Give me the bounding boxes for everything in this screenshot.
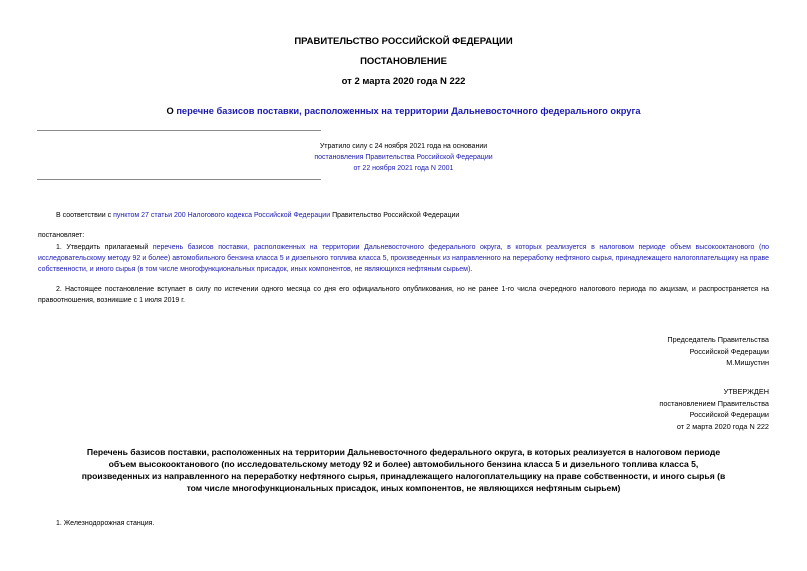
divider-bottom (37, 179, 321, 180)
document-date-number: от 2 марта 2020 года N 222 (341, 76, 466, 87)
paragraph-1 (38, 242, 769, 275)
repeal-note-link-line2[interactable]: постановления Правительства Российской Федерации (314, 154, 493, 161)
signature-line1: Председатель Правительства (667, 335, 769, 344)
title-link[interactable]: перечне базисов поставки, расположенных на территории Дальневосточного федерального округа (176, 106, 641, 116)
intro-prefix: В соответствии с (56, 212, 114, 219)
signature-name: М.Мишустин (726, 358, 769, 367)
list-title: Перечень базисов поставки, расположенных на территории Дальневосточного федерального округа, в которых реализуется в налоговом периоде объем высокооктанового (по исследовательскому методу 92 и более) автомобильного бензина класса 5 и дизельного топлива класса 5, произведенных из направленного на переработку нефтяного сырья, принадлежащего налогоплательщику на праве собственности, и иного сырья (в том числе многофункциональных присадок, иных компонентов, не являющихся нефтяным сырьем) (81, 447, 726, 493)
list-item-1: 1. Железнодорожная станция. (56, 520, 155, 527)
approval-block (659, 386, 769, 432)
intro-suffix: Правительство Российской Федерации (330, 212, 460, 219)
divider-top (37, 130, 321, 131)
paragraph-1-prefix: 1. Утвердить прилагаемый (56, 244, 153, 251)
approved-line3: Российской Федерации (689, 410, 769, 419)
resolves-label: постановляет: (38, 232, 85, 239)
approved-line2: постановлением Правительства (659, 398, 769, 408)
repeal-note-link-line3[interactable]: от 22 ноября 2021 года N 2001 (353, 165, 454, 172)
paragraph-1-suffix: . (470, 266, 473, 273)
document-title (0, 106, 807, 116)
paragraph-2: 2. Настоящее постановление вступает в силу по истечении одного месяца со дня его официального опубликования, но не ранее 1-го числа очередного налогового периода по акцизам, и распространяется на правоотношения, возникшие с 1 июля 2019 г. (38, 286, 769, 304)
repeal-note-line1: Утратило силу с 24 ноября 2021 года на основании (319, 143, 488, 150)
paragraph-1-link[interactable]: перечень базисов поставки, расположенных на территории Дальневосточного федерального округа, в которых реализуется в налоговом периоде объем высокооктанового (по исследовательскому методу 92 и более) автомобильного бензина класса 5 и дизельного топлива класса 5, произведенных из направленного на переработку нефтяного сырья, принадлежащего налогоплательщику на праве собственности, и иного сырья (в том числе многофункциональных присадок, иных компонентов, не являющихся нефтяным сырьем) (38, 244, 769, 273)
government-name: ПРАВИТЕЛЬСТВО РОССИЙСКОЙ ФЕДЕРАЦИИ (294, 36, 513, 47)
document-type: ПОСТАНОВЛЕНИЕ (360, 56, 447, 67)
tax-code-link[interactable]: пунктом 27 статьи 200 Налогового кодекса Российской Федерации (113, 212, 331, 219)
approved-label: УТВЕРЖДЕН (723, 387, 769, 396)
approved-date: от 2 марта 2020 года N 222 (676, 421, 769, 431)
signature-block (667, 334, 769, 369)
title-prefix: О (166, 106, 177, 116)
intro-paragraph (56, 211, 459, 222)
signature-line2: Российской Федерации (689, 346, 769, 356)
